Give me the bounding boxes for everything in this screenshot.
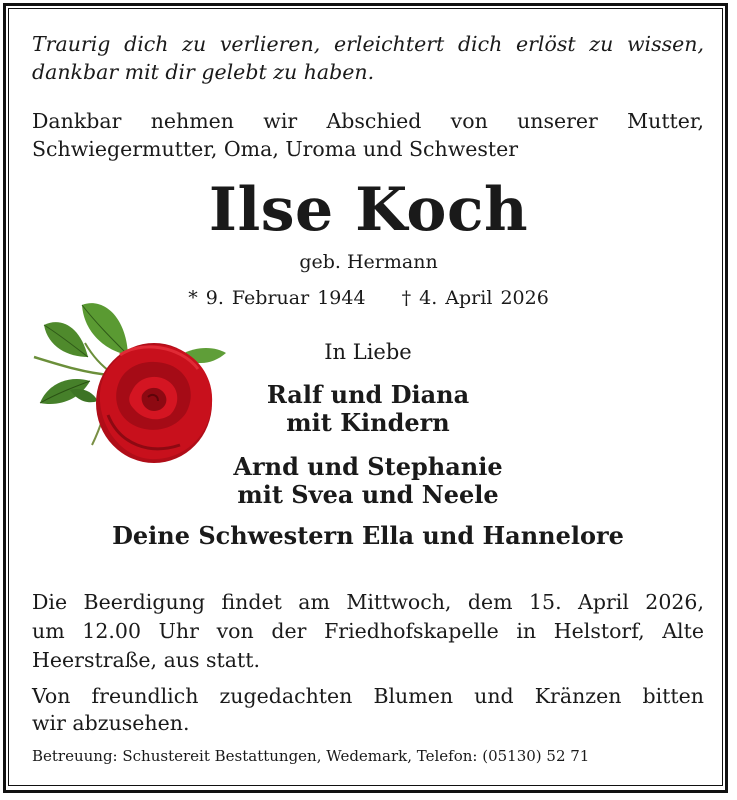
- motto-line-1: Traurig dich zu verlieren, erleichtert dich erlöst zu wissen,: [32, 32, 704, 56]
- motto-line-2: dankbar mit dir gelebt zu haben.: [32, 60, 375, 84]
- mourner-group-2-line-2: mit Svea und Neele: [237, 480, 499, 509]
- birth-date: * 9. Februar 1944: [188, 287, 366, 309]
- flowers-line-1: Von freundlich zugedachten Blumen und Kränzen bitten: [32, 684, 704, 708]
- motto: [32, 30, 704, 86]
- flowers-request: [32, 683, 704, 737]
- maiden-name: geb. Hermann: [299, 251, 438, 273]
- mourner-group-2-line-1: Arnd und Stephanie: [233, 452, 503, 481]
- mourner-group-1-line-2: mit Kindern: [286, 408, 450, 437]
- funeral-line-3: Heerstraße, aus statt.: [32, 648, 261, 672]
- deceased-name: Ilse Koch: [208, 175, 529, 245]
- funeral-line-2: um 12.00 Uhr von der Friedhofskapelle in Helstorf, Alte: [32, 619, 704, 643]
- undertaker-info: Betreuung: Schustereit Bestattungen, Wedemark, Telefon: (05130) 52 71: [32, 747, 590, 765]
- mourner-group-1: [182, 381, 554, 437]
- flowers-line-2: wir abzusehen.: [32, 711, 190, 735]
- funeral-notice: [32, 588, 704, 675]
- intro-text: [32, 107, 704, 163]
- mourner-group-3: Deine Schwestern Ella und Hannelore: [112, 521, 624, 550]
- funeral-line-1: Die Beerdigung findet am Mittwoch, dem 15. April 2026,: [32, 590, 704, 614]
- death-date: † 4. April 2026: [401, 287, 549, 309]
- intro-line-2: Schwiegermutter, Oma, Uroma und Schwester: [32, 137, 519, 161]
- intro-line-1: Dankbar nehmen wir Abschied von unserer Mutter,: [32, 109, 704, 133]
- mourner-group-2: [182, 453, 554, 509]
- in-love-label: In Liebe: [324, 340, 412, 364]
- mourner-group-1-line-1: Ralf und Diana: [266, 380, 470, 409]
